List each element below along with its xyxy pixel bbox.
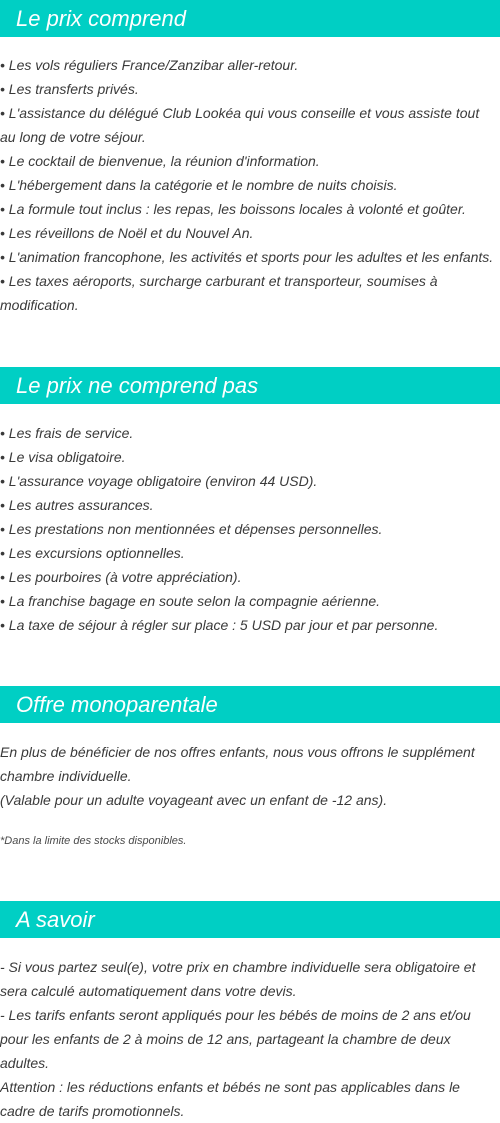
- includes-title: Le prix comprend: [0, 0, 500, 37]
- to-know-title: A savoir: [0, 901, 500, 938]
- list-item: • La franchise bagage en soute selon la compagnie aérienne.: [0, 593, 381, 609]
- list-item: • L'hébergement dans la catégorie et le nombre de nuits choisis.: [0, 177, 398, 193]
- list-item: • Les taxes aéroports, surcharge carburant et transporteur, soumises à modification.: [0, 273, 438, 313]
- excludes-title: Le prix ne comprend pas: [0, 367, 500, 404]
- list-item: • Les autres assurances.: [0, 497, 154, 513]
- to-know-section: [0, 901, 500, 1123]
- to-know-paragraph: - Si vous partez seul(e), votre prix en chambre individuelle sera obligatoire et sera calculé automatiquement dans votre devis.: [0, 959, 476, 999]
- list-item: • Les excursions optionnelles.: [0, 545, 185, 561]
- list-item: • L'assurance voyage obligatoire (environ 44 USD).: [0, 473, 318, 489]
- to-know-paragraph: Attention : les réductions enfants et bébés ne sont pas applicables dans le cadre de tarifs promotionnels.: [0, 1079, 460, 1119]
- list-item: • Les frais de service.: [0, 425, 134, 441]
- list-item: • Le visa obligatoire.: [0, 449, 126, 465]
- excludes-list: [0, 421, 500, 637]
- single-parent-paragraph: En plus de bénéficier de nos offres enfants, nous vous offrons le supplément chambre individuelle.: [0, 744, 475, 784]
- list-item: • La formule tout inclus : les repas, les boissons locales à volonté et goûter.: [0, 201, 466, 217]
- single-parent-condition: (Valable pour un adulte voyageant avec un enfant de -12 ans).: [0, 792, 388, 808]
- single-parent-note: *Dans la limite des stocks disponibles.: [0, 835, 187, 847]
- list-item: • Les réveillons de Noël et du Nouvel An.: [0, 225, 254, 241]
- list-item: • L'assistance du délégué Club Lookéa qui vous conseille et vous assiste tout au long de votre séjour.: [0, 105, 480, 145]
- list-item: • Les vols réguliers France/Zanzibar aller-retour.: [0, 57, 299, 73]
- list-item: • Les prestations non mentionnées et dépenses personnelles.: [0, 521, 383, 537]
- list-item: • La taxe de séjour à régler sur place : 5 USD par jour et par personne.: [0, 617, 439, 633]
- single-parent-title: Offre monoparentale: [0, 686, 500, 723]
- to-know-paragraph: - Les tarifs enfants seront appliqués pour les bébés de moins de 2 ans et/ou pour les enfants de 2 à moins de 12 ans, partageant la chambre de deux adultes.: [0, 1007, 471, 1071]
- list-item: • Les pourboires (à votre appréciation).: [0, 569, 242, 585]
- single-parent-section: [0, 686, 500, 849]
- includes-section: [0, 0, 500, 317]
- excludes-section: [0, 367, 500, 637]
- includes-list: [0, 53, 500, 317]
- list-item: • Les transferts privés.: [0, 81, 139, 97]
- list-item: • Le cocktail de bienvenue, la réunion d'information.: [0, 153, 320, 169]
- list-item: • L'animation francophone, les activités et sports pour les adultes et les enfants.: [0, 249, 494, 265]
